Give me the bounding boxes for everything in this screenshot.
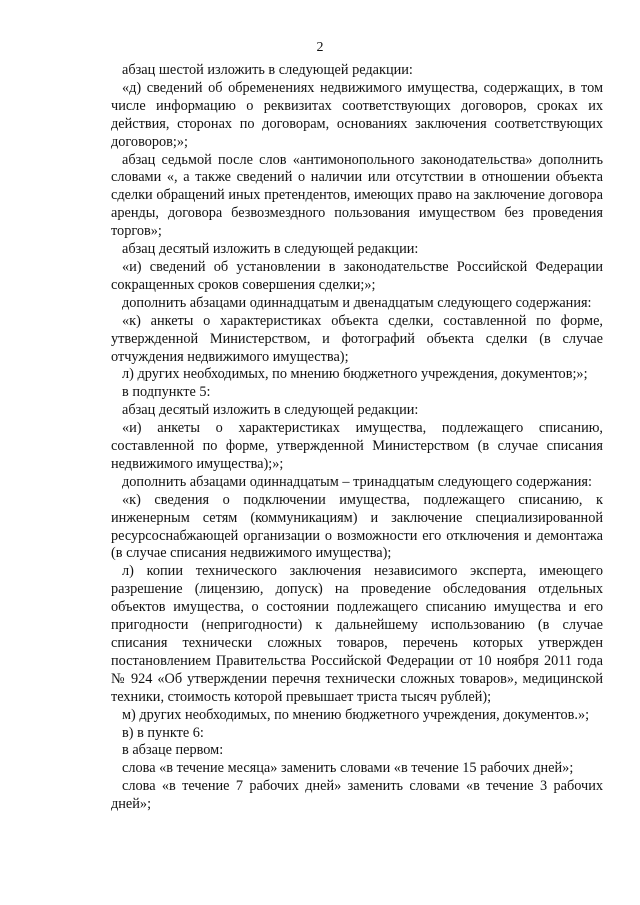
paragraph: л) других необходимых, по мнению бюджетного учреждения, документов;»; xyxy=(122,366,588,383)
paragraph: «и) анкеты о характеристиках имущества, подлежащего списанию, составленной по форме, утвержденной Министерством (в случае списания недвижимого имущества);»; xyxy=(111,420,603,472)
paragraph: в подпункте 5: xyxy=(122,384,211,401)
paragraph: м) других необходимых, по мнению бюджетного учреждения, документов.»; xyxy=(122,706,590,723)
paragraph: дополнить абзацами одиннадцатым – тринадцатым следующего содержания: xyxy=(122,473,592,490)
paragraph: дополнить абзацами одиннадцатым и двенадцатым следующего содержания: xyxy=(122,294,592,311)
paragraph: абзац десятый изложить в следующей редакции: xyxy=(122,241,419,258)
paragraph: в абзаце первом: xyxy=(122,742,224,759)
paragraph: абзац шестой изложить в следующей редакции: xyxy=(122,62,413,78)
paragraph: абзац седьмой после слов «антимонопольного законодательства» дополнить словами «, а также сведений о наличии или отсутствии в отношении объекта сделки обращений иных претендентов, имеющих право на заключение договора аренды, договора безвозмездного пользования имуществом без проведения торгов»; xyxy=(111,151,603,240)
paragraph: «к) сведения о подключении имущества, подлежащего списанию, к инженерным сетям (коммуникациям) и заключение специализированной ресурсоснабжающей организации о возможности его отключения и демонтажа (в случае списания недвижимого имущества); xyxy=(111,491,603,562)
paragraph: слова «в течение месяца» заменить словами «в течение 15 рабочих дней»; xyxy=(122,760,574,777)
paragraph: «к) анкеты о характеристиках объекта сделки, составленной по форме, утвержденной Министерством, и фотографий объекта сделки (в случае отчуждения недвижимого имущества); xyxy=(111,312,603,365)
paragraph: в) в пункте 6: xyxy=(122,724,204,741)
page-number: 2 xyxy=(316,40,324,55)
paragraph: «д) сведений об обременениях недвижимого имущества, содержащих, в том числе информацию о реквизитах соответствующих договоров, сроках их действия, сторонах по договорам, основаниях заключения соответствующих договоров;»; xyxy=(111,79,603,150)
document-body xyxy=(111,62,603,814)
paragraph: абзац десятый изложить в следующей редакции: xyxy=(122,402,419,419)
paragraph: слова «в течение 7 рабочих дней» заменить словами «в течение 3 рабочих дней»; xyxy=(111,778,603,813)
paragraph: «и) сведений об установлении в законодательстве Российской Федерации сокращенных сроков совершения сделки;»; xyxy=(111,258,603,293)
paragraph: л) копии технического заключения независимого эксперта, имеющего разрешение (лицензию, допуск) на проведение обследования отдельных объектов имущества, о состоянии подлежащего списанию имущества и его пригодности (непригодности) к дальнейшему использованию (в случае списания технически сложных товаров, перечень которых утвержден постановлением Правительства Российской Федерации от 10 ноября 2011 года № 924 «Об утверждении перечня технически сложных товаров», медицинской техники, стоимость которой превышает триста тысяч рублей); xyxy=(111,563,603,705)
